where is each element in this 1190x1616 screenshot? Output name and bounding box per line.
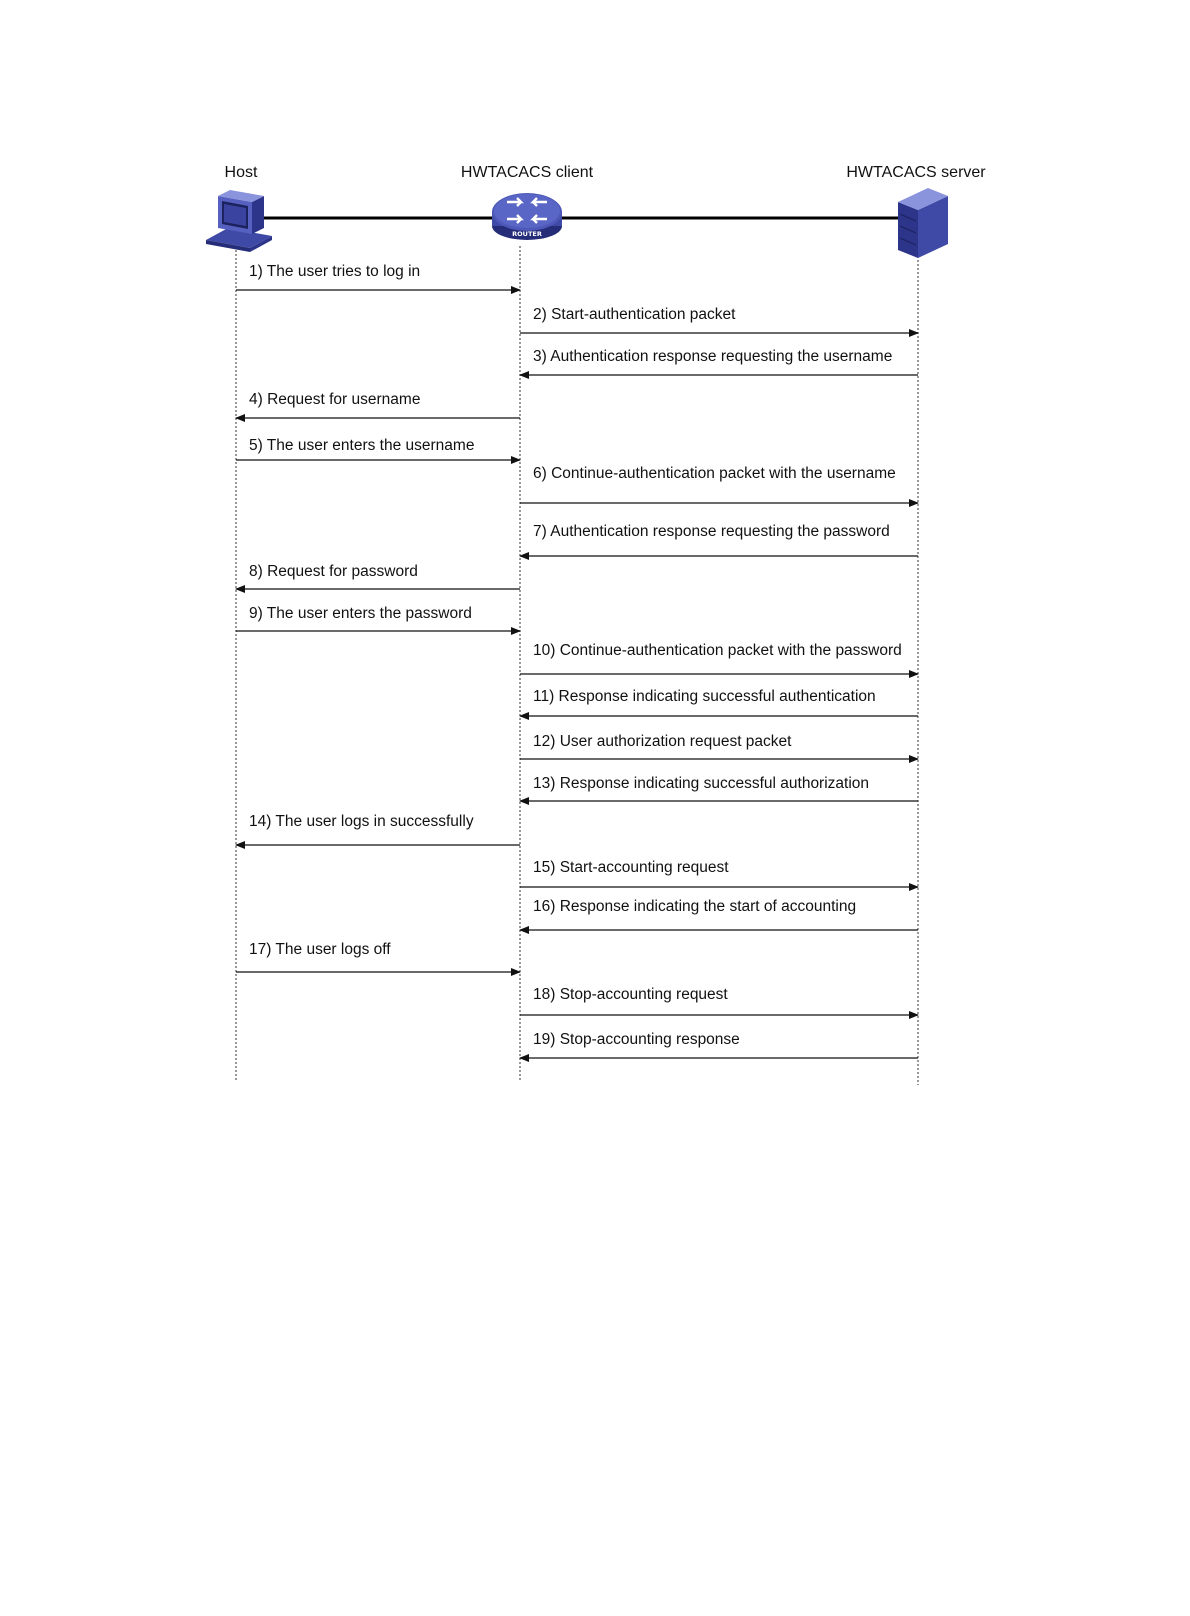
message-label-14: 14) The user logs in successfully <box>249 813 474 830</box>
message-label-2: 2) Start-authentication packet <box>533 306 736 323</box>
router-icon-text: ROUTER <box>512 230 542 238</box>
participant-label-client: HWTACACS client <box>460 164 594 181</box>
host-pc-icon <box>206 190 272 252</box>
participant-label-host: Host <box>224 164 258 181</box>
participant-label-server: HWTACACS server <box>846 164 986 181</box>
message-label-13: 13) Response indicating successful authorization <box>533 775 870 792</box>
message-group <box>236 263 918 1058</box>
message-label-1: 1) The user tries to log in <box>249 263 421 280</box>
message-label-9: 9) The user enters the password <box>249 605 472 622</box>
message-label-12: 12) User authorization request packet <box>533 733 792 750</box>
message-label-15: 15) Start-accounting request <box>533 859 729 876</box>
message-label-4: 4) Request for username <box>249 391 421 408</box>
message-label-11: 11) Response indicating successful authentication <box>533 688 876 705</box>
message-label-16: 16) Response indicating the start of accounting <box>533 898 857 915</box>
server-icon <box>898 188 948 258</box>
message-label-19: 19) Stop-accounting response <box>533 1031 740 1048</box>
router-icon <box>492 193 562 240</box>
message-label-8: 8) Request for password <box>249 563 418 580</box>
message-label-7: 7) Authentication response requesting the password <box>533 523 890 540</box>
message-label-18: 18) Stop-accounting request <box>533 986 728 1003</box>
message-label-6: 6) Continue-authentication packet with the username <box>533 465 896 482</box>
message-label-3: 3) Authentication response requesting the username <box>533 348 893 365</box>
message-label-10: 10) Continue-authentication packet with the password <box>533 642 902 659</box>
message-label-5: 5) The user enters the username <box>249 437 475 454</box>
message-label-17: 17) The user logs off <box>249 941 391 958</box>
